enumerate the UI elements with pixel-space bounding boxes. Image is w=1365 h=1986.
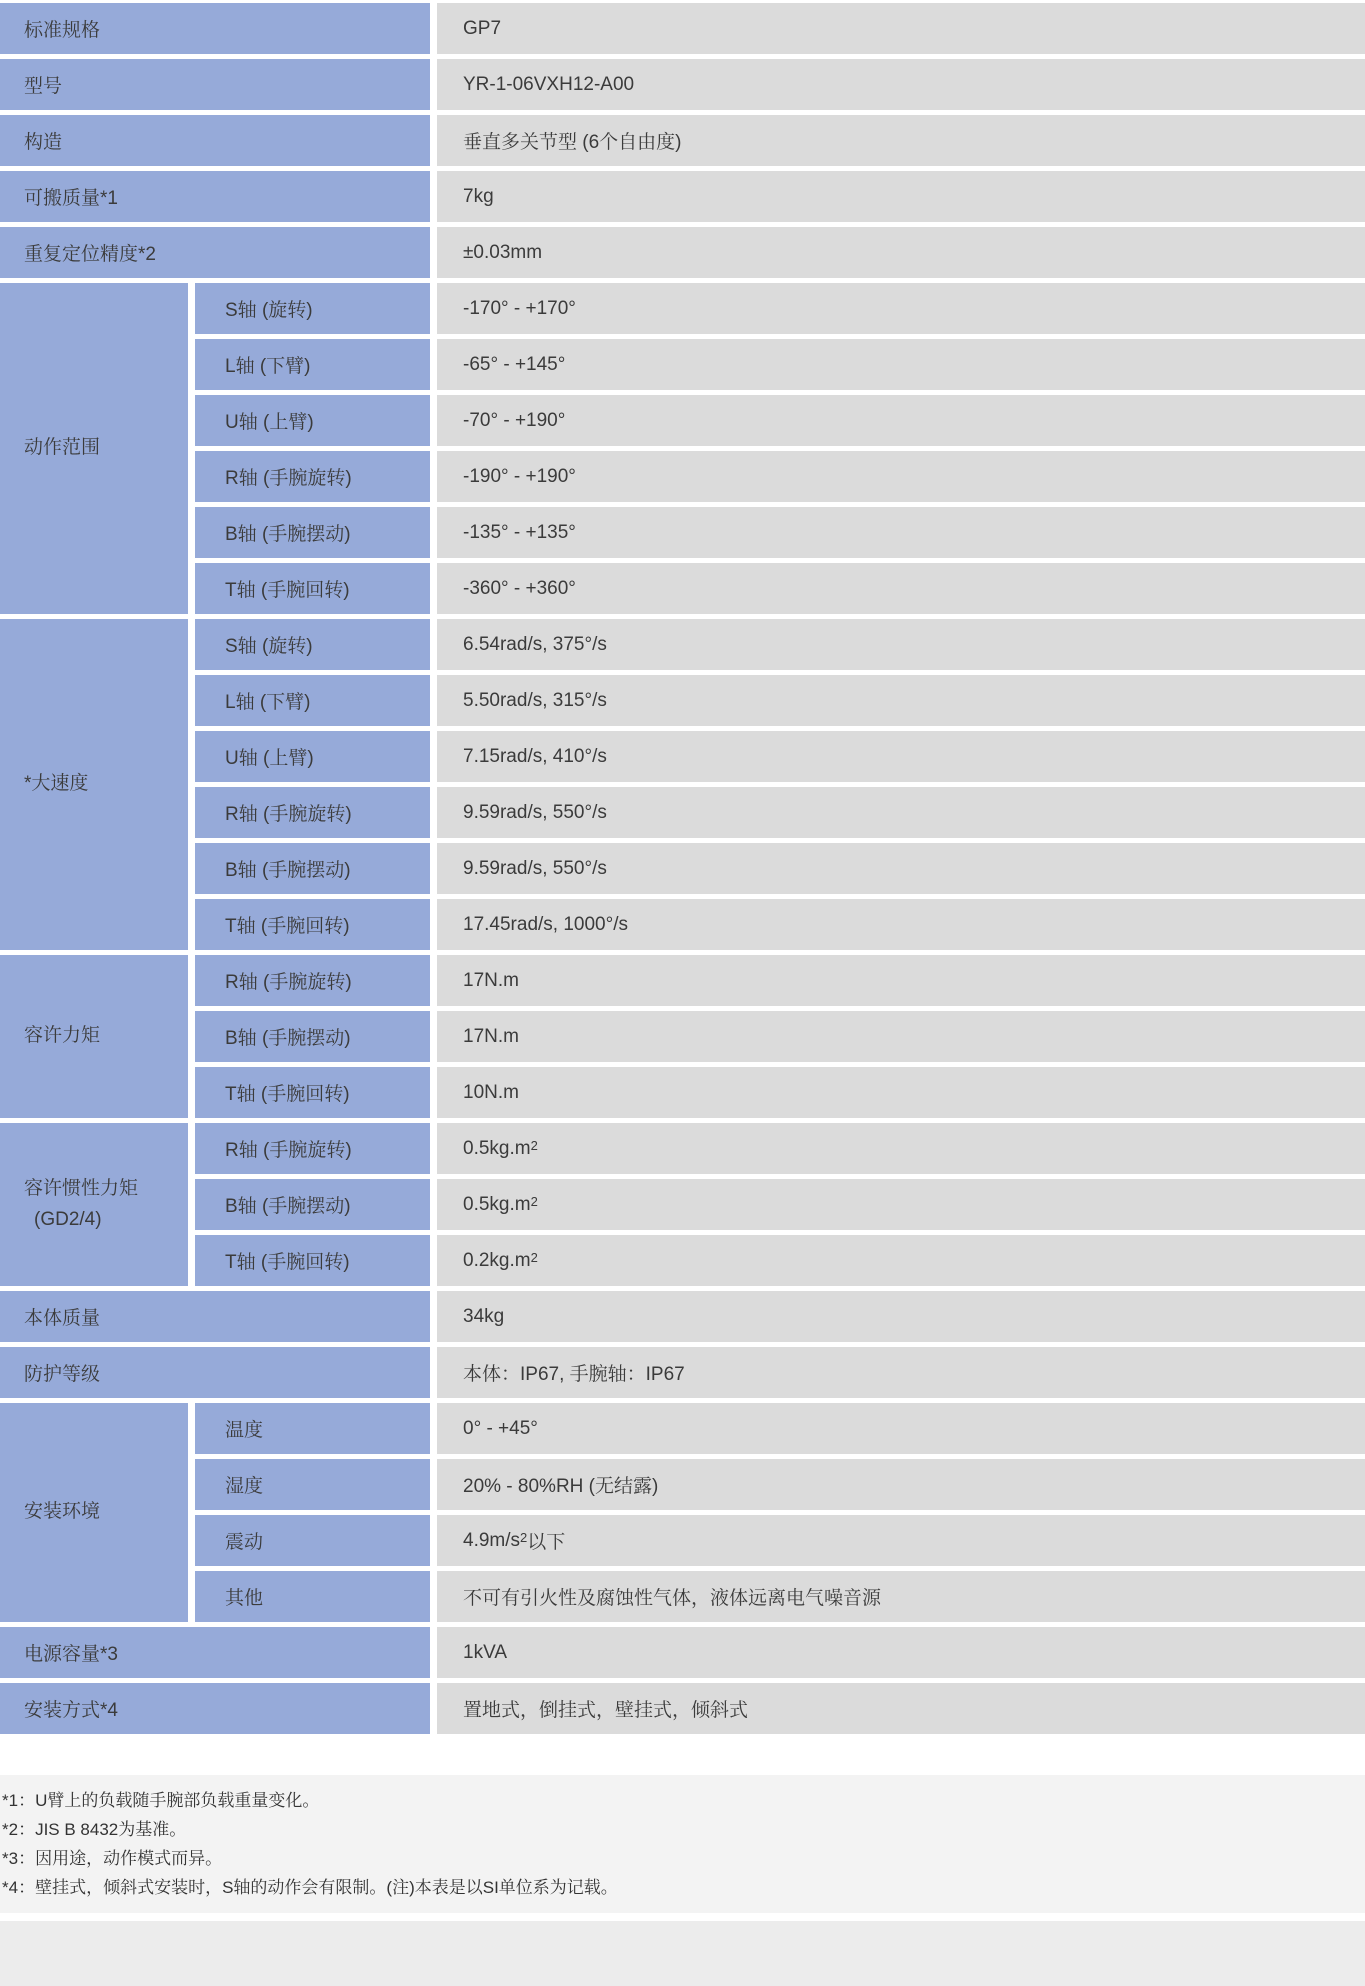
axis-value-t: 10N.m <box>437 1067 1365 1118</box>
table-row <box>195 339 1365 390</box>
spec-row-protection-class <box>0 1347 1365 1398</box>
axis-label-b: B轴 (手腕摆动) <box>195 1011 430 1062</box>
spec-group-label-max-speed: *大速度 <box>0 619 188 950</box>
table-row <box>195 1011 1365 1062</box>
spec-group-allowable-moment <box>0 955 1365 1118</box>
footnote-3: *3：因用途，动作模式而异。 <box>2 1849 223 1868</box>
spec-group-label-motion-range: 动作范围 <box>0 283 188 614</box>
spec-value-structure: 垂直多关节型 (6个自由度) <box>437 115 1365 166</box>
env-value-temperature: 0° - +45° <box>437 1403 1365 1454</box>
spec-label-mass: 本体质量 <box>0 1291 430 1342</box>
spec-value-repeatability: ±0.03mm <box>437 227 1365 278</box>
axis-label-l: L轴 (下臂) <box>195 339 430 390</box>
axis-label-l: L轴 (下臂) <box>195 675 430 726</box>
table-row <box>195 843 1365 894</box>
spec-group-install-environment <box>0 1403 1365 1622</box>
spec-value-standard-spec: GP7 <box>437 3 1365 54</box>
spec-label-structure: 构造 <box>0 115 430 166</box>
axis-label-t: T轴 (手腕回转) <box>195 563 430 614</box>
spec-row-payload <box>0 171 1365 222</box>
axis-label-t: T轴 (手腕回转) <box>195 1067 430 1118</box>
spec-group-allowable-inertia <box>0 1123 1365 1286</box>
spec-value-protection-class: 本体：IP67, 手腕轴：IP67 <box>437 1347 1365 1398</box>
table-row <box>195 1571 1365 1622</box>
spec-row-repeatability <box>0 227 1365 278</box>
footnote-2: *2：JIS B 8432为基准。 <box>2 1820 187 1839</box>
axis-label-r: R轴 (手腕旋转) <box>195 1123 430 1174</box>
table-row <box>195 675 1365 726</box>
table-row <box>195 451 1365 502</box>
axis-value-b: -135° - +135° <box>437 507 1365 558</box>
table-row <box>195 283 1365 334</box>
axis-value-l: -65° - +145° <box>437 339 1365 390</box>
table-row <box>195 787 1365 838</box>
axis-label-r: R轴 (手腕旋转) <box>195 955 430 1006</box>
axis-label-t: T轴 (手腕回转) <box>195 899 430 950</box>
table-row <box>195 563 1365 614</box>
axis-value-b: 0.5kg.m 2 <box>437 1179 1365 1230</box>
footnote-4: *4：壁挂式，倾斜式安装时，S轴的动作会有限制。(注)本表是以SI单位系为记载。 <box>2 1878 618 1897</box>
axis-value-t: -360° - +360° <box>437 563 1365 614</box>
spec-label-protection-class: 防护等级 <box>0 1347 430 1398</box>
axis-value-r: -190° - +190° <box>437 451 1365 502</box>
axis-label-u: U轴 (上臂) <box>195 395 430 446</box>
axis-value-t: 17.45rad/s, 1000°/s <box>437 899 1365 950</box>
axis-value-r: 9.59rad/s, 550°/s <box>437 787 1365 838</box>
axis-label-s: S轴 (旋转) <box>195 619 430 670</box>
axis-label-t: T轴 (手腕回转) <box>195 1235 430 1286</box>
spec-group-label-allowable-moment: 容许力矩 <box>0 955 188 1118</box>
table-row <box>195 395 1365 446</box>
env-label-temperature: 温度 <box>195 1403 430 1454</box>
axis-value-b: 17N.m <box>437 1011 1365 1062</box>
table-row <box>195 1235 1365 1286</box>
axis-value-r: 0.5kg.m 2 <box>437 1123 1365 1174</box>
spec-value-power-capacity: 1kVA <box>437 1627 1365 1678</box>
spec-row-mass <box>0 1291 1365 1342</box>
axis-label-b: B轴 (手腕摆动) <box>195 507 430 558</box>
spec-value-payload: 7kg <box>437 171 1365 222</box>
spec-value-mass: 34kg <box>437 1291 1365 1342</box>
axis-value-l: 5.50rad/s, 315°/s <box>437 675 1365 726</box>
env-value-other: 不可有引火性及腐蚀性气体，液体远离电气噪音源 <box>437 1571 1365 1622</box>
spec-group-label-install-environment: 安装环境 <box>0 1403 188 1622</box>
spec-row-model <box>0 59 1365 110</box>
env-label-other: 其他 <box>195 1571 430 1622</box>
spec-label-mounting-type: 安装方式*4 <box>0 1683 430 1734</box>
env-label-humidity: 湿度 <box>195 1459 430 1510</box>
table-row <box>195 1179 1365 1230</box>
table-row <box>195 731 1365 782</box>
axis-label-r: R轴 (手腕旋转) <box>195 787 430 838</box>
table-row <box>195 1123 1365 1174</box>
table-row <box>195 1459 1365 1510</box>
table-row <box>195 619 1365 670</box>
spec-row-mounting-type <box>0 1683 1365 1734</box>
spec-label-power-capacity: 电源容量*3 <box>0 1627 430 1678</box>
axis-value-u: 7.15rad/s, 410°/s <box>437 731 1365 782</box>
footnote-1: *1：U臂上的负载随手腕部负载重量变化。 <box>2 1791 320 1810</box>
spec-label-repeatability: 重复定位精度*2 <box>0 227 430 278</box>
spec-row-standard-spec <box>0 3 1365 54</box>
spec-value-mounting-type: 置地式，倒挂式，壁挂式，倾斜式 <box>437 1683 1365 1734</box>
axis-value-s: -170° - +170° <box>437 283 1365 334</box>
env-value-vibration: 4.9m/s 2 以下 <box>437 1515 1365 1566</box>
axis-value-b: 9.59rad/s, 550°/s <box>437 843 1365 894</box>
spec-label-model: 型号 <box>0 59 430 110</box>
axis-label-b: B轴 (手腕摆动) <box>195 1179 430 1230</box>
table-row <box>195 1515 1365 1566</box>
table-row <box>195 1067 1365 1118</box>
table-row <box>195 955 1365 1006</box>
env-value-humidity: 20% - 80%RH (无结露) <box>437 1459 1365 1510</box>
spec-group-label-allowable-inertia: 容许惯性力矩 (GD2/4) <box>0 1123 188 1286</box>
axis-value-r: 17N.m <box>437 955 1365 1006</box>
table-row <box>195 507 1365 558</box>
spec-row-structure <box>0 115 1365 166</box>
axis-value-t: 0.2kg.m 2 <box>437 1235 1365 1286</box>
spec-group-max-speed <box>0 619 1365 950</box>
table-row <box>195 899 1365 950</box>
axis-value-u: -70° - +190° <box>437 395 1365 446</box>
axis-label-u: U轴 (上臂) <box>195 731 430 782</box>
spec-label-payload: 可搬质量*1 <box>0 171 430 222</box>
env-label-vibration: 震动 <box>195 1515 430 1566</box>
axis-label-b: B轴 (手腕摆动) <box>195 843 430 894</box>
table-row <box>195 1403 1365 1454</box>
spec-group-motion-range <box>0 283 1365 614</box>
footnotes-block <box>0 1775 1365 1913</box>
spec-label-standard-spec: 标准规格 <box>0 3 430 54</box>
spec-row-power-capacity <box>0 1627 1365 1678</box>
spec-value-model: YR-1-06VXH12-A00 <box>437 59 1365 110</box>
bottom-gray-bar <box>0 1921 1365 1986</box>
axis-value-s: 6.54rad/s, 375°/s <box>437 619 1365 670</box>
axis-label-s: S轴 (旋转) <box>195 283 430 334</box>
axis-label-r: R轴 (手腕旋转) <box>195 451 430 502</box>
